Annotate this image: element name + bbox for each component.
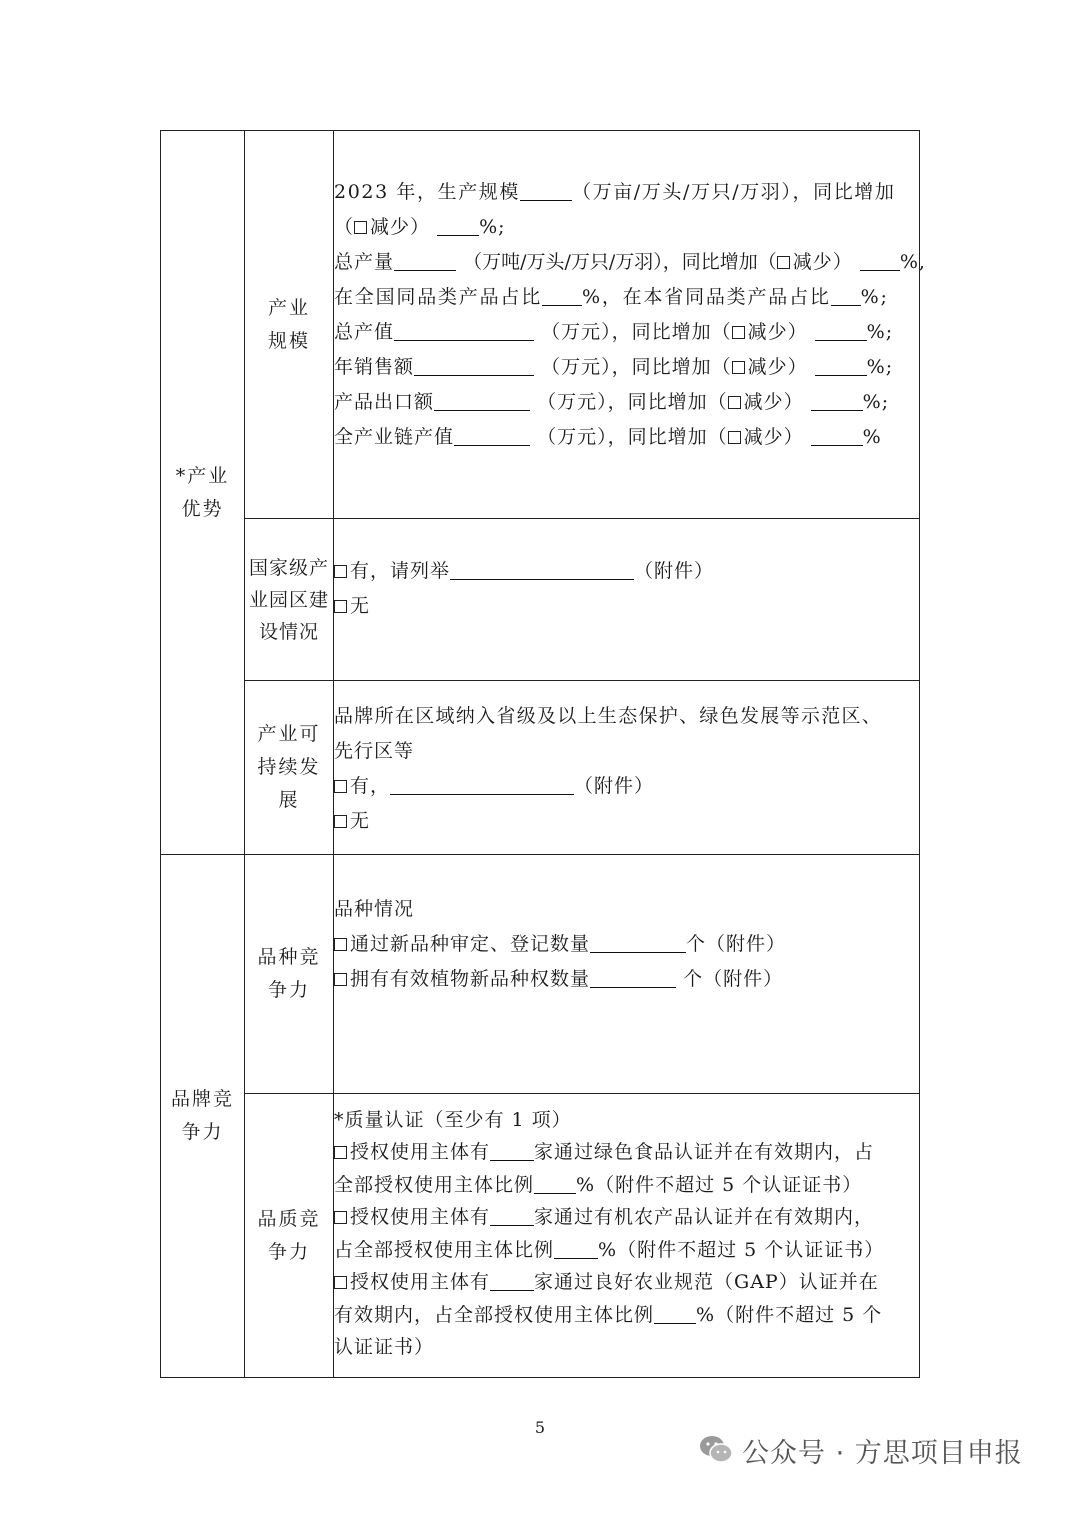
section-industry-advantage: [161, 131, 245, 855]
yes-checkbox[interactable]: [334, 565, 347, 578]
blank-new-variety-count[interactable]: [590, 928, 686, 953]
blank-export-value[interactable]: [434, 386, 530, 411]
line-annual-sales: 年销售额 （万元），同比增加（ 减少） %;: [334, 350, 919, 385]
label-industrial-park: 国家级产业园区建设情况: [245, 519, 334, 681]
blank-park-list[interactable]: [450, 555, 634, 580]
section-brand-competitiveness: [161, 855, 245, 1378]
decrease-checkbox[interactable]: [728, 431, 741, 444]
blank-provincial-share[interactable]: [831, 281, 861, 306]
blank-annual-sales[interactable]: [414, 351, 534, 376]
blank-value-percent[interactable]: [815, 316, 867, 341]
yes-checkbox[interactable]: [334, 780, 347, 793]
label-variety-competitiveness: 品种竞争力: [245, 855, 334, 1094]
blank-chain-percent[interactable]: [811, 421, 863, 446]
option-gap-cont: 有效期内，占全部授权使用主体比例 %（附件不超过 5 个: [334, 1299, 919, 1332]
blank-total-output[interactable]: [394, 246, 456, 271]
row-industry-scale: [161, 131, 920, 519]
option-sustainable-yes: 有， （附件）: [334, 769, 919, 804]
label-sustainable-development: 产业可持续发展: [245, 681, 334, 855]
row-industrial-park: [161, 519, 920, 681]
option-organic: 授权使用主体有 家通过有机农产品认证并在有效期内，: [334, 1201, 919, 1234]
green-food-checkbox[interactable]: [334, 1146, 347, 1159]
decrease-checkbox[interactable]: [732, 361, 745, 374]
no-checkbox[interactable]: [334, 815, 347, 828]
option-green-food: 授权使用主体有 家通过绿色食品认证并在有效期内，占: [334, 1136, 919, 1169]
content-industrial-park: [334, 519, 920, 681]
blank-scale-percent[interactable]: [437, 211, 479, 236]
line-scale-decrease: （ 减少） %;: [334, 210, 919, 245]
option-variety-rights: 拥有有效植物新品种权数量 个（附件）: [334, 962, 919, 997]
label-quality-competitiveness: 品质竞争力: [245, 1094, 334, 1378]
label-industry-scale: 产业规模: [245, 131, 334, 519]
row-quality-competitiveness: [161, 1094, 920, 1378]
option-park-no: 无: [334, 589, 919, 624]
quality-heading: *质量认证（至少有 1 项）: [334, 1108, 572, 1131]
wechat-icon: [698, 1434, 734, 1466]
content-sustainable-development: [334, 681, 920, 855]
line-chain-value: 全产业链产值 （万元），同比增加（ 减少） %: [334, 420, 919, 455]
sustainable-description: 品牌所在区域纳入省级及以上生态保护、绿色发展等示范区、: [334, 704, 883, 727]
blank-production-scale[interactable]: [520, 176, 572, 201]
blank-output-percent[interactable]: [860, 246, 900, 271]
content-quality-competitiveness: [334, 1094, 920, 1378]
content-industry-scale: [334, 131, 926, 519]
option-new-variety: 通过新品种审定、登记数量 个（附件）: [334, 927, 919, 962]
sustainable-description-cont: 先行区等: [334, 739, 415, 762]
no-checkbox[interactable]: [334, 600, 347, 613]
line-production-scale: 2023 年，生产规模 （万亩/万头/万只/万羽），同比增加: [334, 175, 919, 210]
decrease-checkbox[interactable]: [354, 221, 367, 234]
blank-green-food-ratio[interactable]: [534, 1169, 576, 1194]
option-sustainable-no: 无: [334, 804, 919, 839]
option-organic-cont: 占全部授权使用主体比例 %（附件不超过 5 个认证证书）: [334, 1234, 919, 1267]
application-form-table: [160, 130, 926, 1378]
row-variety-competitiveness: [161, 855, 920, 1094]
option-park-yes: 有，请列举 （附件）: [334, 554, 919, 589]
section-title: 品牌竞争力: [170, 1088, 234, 1143]
blank-sustainable-zone[interactable]: [390, 770, 574, 795]
option-gap-cont2: 认证证书）: [334, 1336, 435, 1358]
blank-organic-count[interactable]: [490, 1201, 534, 1226]
decrease-checkbox[interactable]: [777, 256, 790, 269]
blank-gap-count[interactable]: [490, 1266, 534, 1291]
blank-organic-ratio[interactable]: [554, 1234, 598, 1259]
blank-total-value[interactable]: [394, 316, 534, 341]
option-green-food-cont: 全部授权使用主体比例 %（附件不超过 5 个认证证书）: [334, 1169, 919, 1202]
variety-heading: 品种情况: [334, 897, 415, 920]
option-gap: 授权使用主体有 家通过良好农业规范（GAP）认证并在: [334, 1266, 919, 1299]
line-total-output: 总产量 （万吨/万头/万只/万羽），同比增加（ 减少） %,: [334, 245, 919, 280]
content-variety-competitiveness: [334, 855, 920, 1094]
blank-gap-ratio[interactable]: [654, 1299, 696, 1324]
variety-rights-checkbox[interactable]: [334, 973, 347, 986]
section-title: *产业优势: [175, 464, 230, 520]
blank-export-percent[interactable]: [811, 386, 863, 411]
decrease-checkbox[interactable]: [732, 326, 745, 339]
line-market-share: 在全国同品类产品占比 %，在本省同品类产品占比 %;: [334, 280, 919, 315]
gap-checkbox[interactable]: [334, 1276, 347, 1289]
page-number: 5: [534, 1418, 546, 1437]
watermark: [698, 1430, 1023, 1470]
watermark-text: 公众号 · 方思项目申报: [742, 1437, 1023, 1469]
row-sustainable-development: [161, 681, 920, 855]
blank-national-share[interactable]: [542, 281, 582, 306]
organic-checkbox[interactable]: [334, 1211, 347, 1224]
new-variety-checkbox[interactable]: [334, 938, 347, 951]
decrease-checkbox[interactable]: [728, 396, 741, 409]
blank-variety-rights-count[interactable]: [590, 963, 676, 988]
line-export: 产品出口额 （万元），同比增加（ 减少） %;: [334, 385, 919, 420]
blank-green-food-count[interactable]: [490, 1136, 534, 1161]
blank-chain-value[interactable]: [454, 421, 530, 446]
blank-sales-percent[interactable]: [815, 351, 867, 376]
line-total-value: 总产值 （万元），同比增加（ 减少） %;: [334, 315, 919, 350]
